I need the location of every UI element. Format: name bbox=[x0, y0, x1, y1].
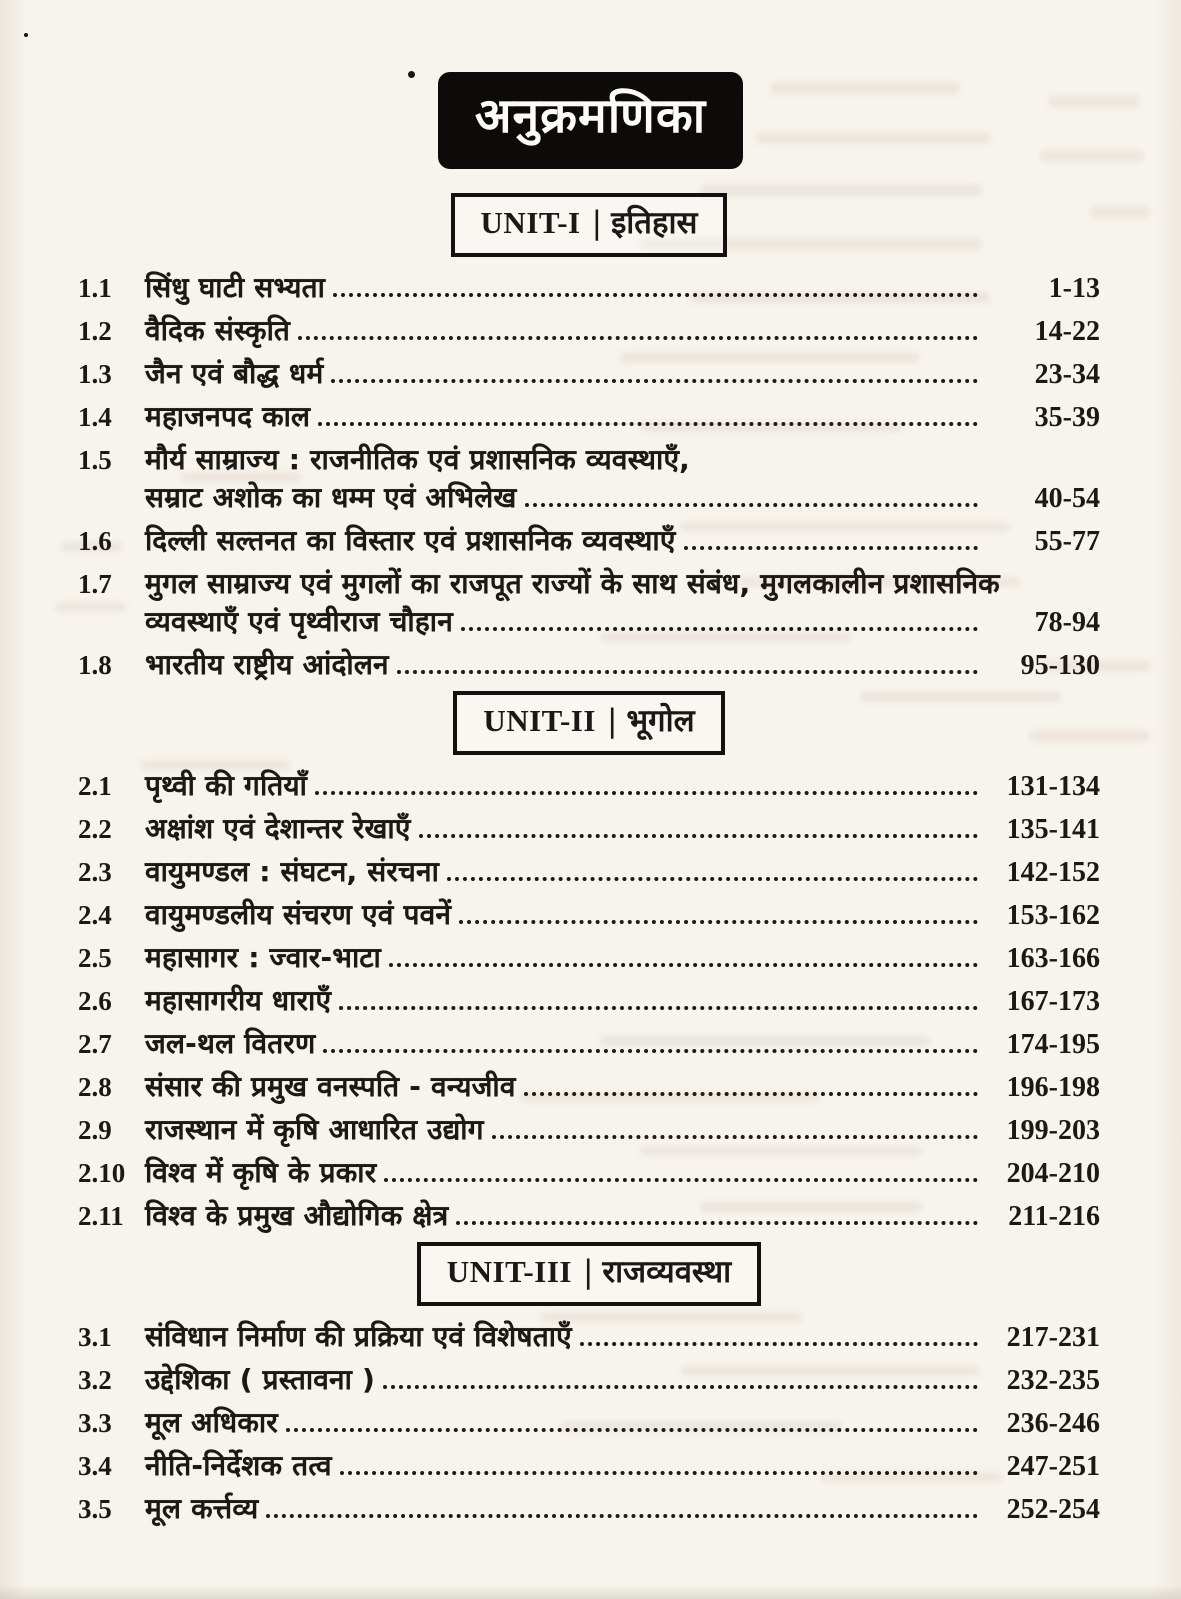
entry-title: दिल्ली सल्तनत का विस्तार एवं प्रशासनिक व्यवस्थाएँ bbox=[145, 524, 676, 558]
dot-leader bbox=[266, 1514, 978, 1518]
entry-title: वैदिक संस्कृति bbox=[145, 314, 291, 348]
entry-title: वायुमण्डलीय संचरण एवं पवनें bbox=[145, 898, 452, 932]
entry-page-range: 204-210 bbox=[1006, 1158, 1100, 1190]
unit-section bbox=[78, 1242, 1100, 1527]
toc-entry bbox=[78, 400, 1100, 435]
entry-title-line1: मौर्य साम्राज्य : राजनीतिक एवं प्रशासनिक व्यवस्थाएँ, bbox=[145, 443, 691, 477]
entry-title: जल-थल वितरण bbox=[145, 1027, 316, 1061]
dot-leader bbox=[461, 627, 978, 631]
entry-number: 1.2 bbox=[78, 316, 112, 347]
entry-title: महासागरीय धाराएँ bbox=[145, 984, 332, 1018]
entry-number: 3.5 bbox=[78, 1494, 112, 1525]
entry-page-range: 1-13 bbox=[1048, 273, 1100, 305]
entry-page-range: 174-195 bbox=[1006, 1029, 1100, 1061]
toc-entry bbox=[78, 1027, 1100, 1062]
unit-entries bbox=[78, 769, 1100, 1234]
toc-entry-multiline bbox=[78, 567, 1100, 640]
unit-subject: इतिहास bbox=[611, 205, 698, 242]
page-header bbox=[0, 0, 1181, 169]
dot-leader bbox=[298, 336, 978, 340]
unit-entries bbox=[78, 1320, 1100, 1527]
toc-entry bbox=[78, 314, 1100, 349]
entry-title: भारतीय राष्ट्रीय आंदोलन bbox=[145, 648, 389, 682]
entry-title: अक्षांश एवं देशान्तर रेखाएँ bbox=[145, 812, 411, 846]
entry-title: नीति-निर्देशक तत्व bbox=[145, 1449, 332, 1483]
entry-page-range: 23-34 bbox=[1034, 359, 1100, 391]
entry-number: 1.8 bbox=[78, 650, 112, 681]
entry-title: राजस्थान में कृषि आधारित उद्योग bbox=[145, 1113, 484, 1147]
page-title: अनुक्रमणिका bbox=[474, 88, 707, 144]
dot-leader bbox=[389, 963, 978, 967]
entry-title-line1: मुगल साम्राज्य एवं मुगलों का राजपूत राज्यों के साथ संबंध, मुगलकालीन प्रशासनिक bbox=[145, 567, 1000, 601]
entry-title: महाजनपद काल bbox=[145, 400, 311, 434]
unit-section bbox=[78, 193, 1100, 683]
entry-page-range: 153-162 bbox=[1006, 900, 1100, 932]
entry-page-range: 35-39 bbox=[1034, 402, 1100, 434]
entry-title: संविधान निर्माण की प्रक्रिया एवं विशेषताएँ bbox=[145, 1320, 572, 1354]
entry-title: विश्व में कृषि के प्रकार bbox=[145, 1156, 377, 1190]
dot-leader bbox=[340, 1471, 978, 1475]
entry-number: 2.1 bbox=[78, 771, 112, 802]
entry-title: वायुमण्डल : संघटन, संरचना bbox=[145, 855, 440, 889]
entry-page-range: 211-216 bbox=[1008, 1201, 1100, 1233]
toc-entry bbox=[78, 898, 1100, 933]
entry-number: 1.6 bbox=[78, 526, 112, 557]
entry-number: 3.2 bbox=[78, 1365, 112, 1396]
unit-header bbox=[417, 1242, 761, 1306]
dot-leader bbox=[524, 1092, 978, 1096]
dot-leader bbox=[419, 834, 978, 838]
unit-header bbox=[453, 691, 724, 755]
toc-entry bbox=[78, 271, 1100, 306]
entry-title-line2: व्यवस्थाएँ एवं पृथ्वीराज चौहान bbox=[145, 605, 453, 639]
entry-page-range: 135-141 bbox=[1006, 814, 1100, 846]
entry-page-range: 247-251 bbox=[1006, 1451, 1100, 1483]
dot-leader bbox=[286, 1428, 978, 1432]
entry-title: उद्देशिका ( प्रस्तावना ) bbox=[145, 1363, 375, 1397]
toc-entry bbox=[78, 1449, 1100, 1484]
entry-page-range: 40-54 bbox=[1034, 483, 1100, 515]
dot-leader bbox=[315, 791, 978, 795]
dot-leader bbox=[323, 1049, 978, 1053]
toc-entry bbox=[78, 1156, 1100, 1191]
dot-leader bbox=[339, 1006, 978, 1010]
entry-title: सिंधु घाटी सभ्यता bbox=[145, 271, 326, 305]
toc-entry bbox=[78, 1492, 1100, 1527]
toc-entry bbox=[78, 1363, 1100, 1398]
entry-number: 3.4 bbox=[78, 1451, 112, 1482]
dot-leader bbox=[492, 1135, 978, 1139]
unit-label: UNIT-I bbox=[480, 205, 581, 241]
entry-page-range: 199-203 bbox=[1006, 1115, 1100, 1147]
entry-page-range: 163-166 bbox=[1006, 943, 1100, 975]
dot-leader bbox=[383, 1385, 978, 1389]
toc-entry-multiline bbox=[78, 443, 1100, 516]
entry-page-range: 55-77 bbox=[1034, 526, 1100, 558]
entry-number: 1.5 bbox=[78, 445, 112, 476]
entry-number: 1.7 bbox=[78, 569, 112, 600]
dot-leader bbox=[331, 379, 978, 383]
entry-number: 1.3 bbox=[78, 359, 112, 390]
unit-label: UNIT-II bbox=[483, 703, 596, 739]
entry-page-range: 95-130 bbox=[1020, 650, 1100, 682]
dot-leader bbox=[525, 503, 978, 507]
unit-separator: | bbox=[606, 703, 618, 740]
entry-number: 2.10 bbox=[78, 1158, 126, 1189]
entry-title: मूल कर्त्तव्य bbox=[145, 1492, 259, 1526]
dot-leader bbox=[447, 877, 978, 881]
entry-page-range: 142-152 bbox=[1006, 857, 1100, 889]
unit-header bbox=[451, 193, 728, 257]
toc-entry bbox=[78, 648, 1100, 683]
dot-leader bbox=[333, 293, 978, 297]
entry-title: महासागर : ज्वार-भाटा bbox=[145, 941, 381, 975]
unit-label: UNIT-III bbox=[446, 1254, 572, 1290]
entry-page-range: 78-94 bbox=[1034, 607, 1100, 639]
entry-page-range: 217-231 bbox=[1006, 1322, 1100, 1354]
unit-subject: राजव्यवस्था bbox=[602, 1254, 732, 1291]
toc-entry bbox=[78, 1199, 1100, 1234]
toc-entry bbox=[78, 1113, 1100, 1148]
entry-number: 2.6 bbox=[78, 986, 112, 1017]
entry-number: 2.8 bbox=[78, 1072, 112, 1103]
entry-number: 2.7 bbox=[78, 1029, 112, 1060]
entry-title: मूल अधिकार bbox=[145, 1406, 278, 1440]
entry-number: 2.3 bbox=[78, 857, 112, 888]
entry-number: 3.3 bbox=[78, 1408, 112, 1439]
toc-entry bbox=[78, 1070, 1100, 1105]
entry-page-range: 236-246 bbox=[1006, 1408, 1100, 1440]
dot-leader bbox=[459, 920, 978, 924]
entry-page-range: 252-254 bbox=[1006, 1494, 1100, 1526]
entry-number: 2.11 bbox=[78, 1201, 124, 1232]
unit-subject: भूगोल bbox=[626, 703, 695, 740]
dot-leader bbox=[384, 1178, 978, 1182]
entry-title-line2: सम्राट अशोक का धम्म एवं अभिलेख bbox=[145, 481, 517, 515]
dot-leader bbox=[397, 670, 978, 674]
toc-entry bbox=[78, 357, 1100, 392]
toc-entry bbox=[78, 855, 1100, 890]
unit-separator: | bbox=[582, 1254, 594, 1291]
entry-number: 2.4 bbox=[78, 900, 112, 931]
entry-title: पृथ्वी की गतियाँ bbox=[145, 769, 308, 803]
toc-entry bbox=[78, 984, 1100, 1019]
dot-leader bbox=[580, 1342, 978, 1346]
entry-number: 3.1 bbox=[78, 1322, 112, 1353]
unit-section bbox=[78, 691, 1100, 1234]
entry-page-range: 131-134 bbox=[1006, 771, 1100, 803]
toc-entry bbox=[78, 941, 1100, 976]
toc-entry bbox=[78, 524, 1100, 559]
toc-entry bbox=[78, 1406, 1100, 1441]
toc-entry bbox=[78, 769, 1100, 804]
entry-page-range: 196-198 bbox=[1006, 1072, 1100, 1104]
dot-leader bbox=[318, 422, 978, 426]
title-stamp bbox=[438, 72, 743, 169]
entry-title: संसार की प्रमुख वनस्पति - वन्यजीव bbox=[145, 1070, 516, 1104]
entry-page-range: 14-22 bbox=[1034, 316, 1100, 348]
entry-number: 1.4 bbox=[78, 402, 112, 433]
entry-number: 2.2 bbox=[78, 814, 112, 845]
entry-title: जैन एवं बौद्ध धर्म bbox=[145, 357, 324, 391]
entry-page-range: 232-235 bbox=[1006, 1365, 1100, 1397]
unit-separator: | bbox=[591, 205, 603, 242]
unit-entries bbox=[78, 271, 1100, 683]
entry-number: 2.9 bbox=[78, 1115, 112, 1146]
dot-leader bbox=[456, 1221, 978, 1225]
entry-title: विश्व के प्रमुख औद्योगिक क्षेत्र bbox=[145, 1199, 449, 1233]
table-of-contents bbox=[0, 193, 1181, 1527]
dot-leader bbox=[684, 546, 978, 550]
toc-entry bbox=[78, 812, 1100, 847]
toc-entry bbox=[78, 1320, 1100, 1355]
entry-number: 1.1 bbox=[78, 273, 112, 304]
entry-number: 2.5 bbox=[78, 943, 112, 974]
entry-page-range: 167-173 bbox=[1006, 986, 1100, 1018]
